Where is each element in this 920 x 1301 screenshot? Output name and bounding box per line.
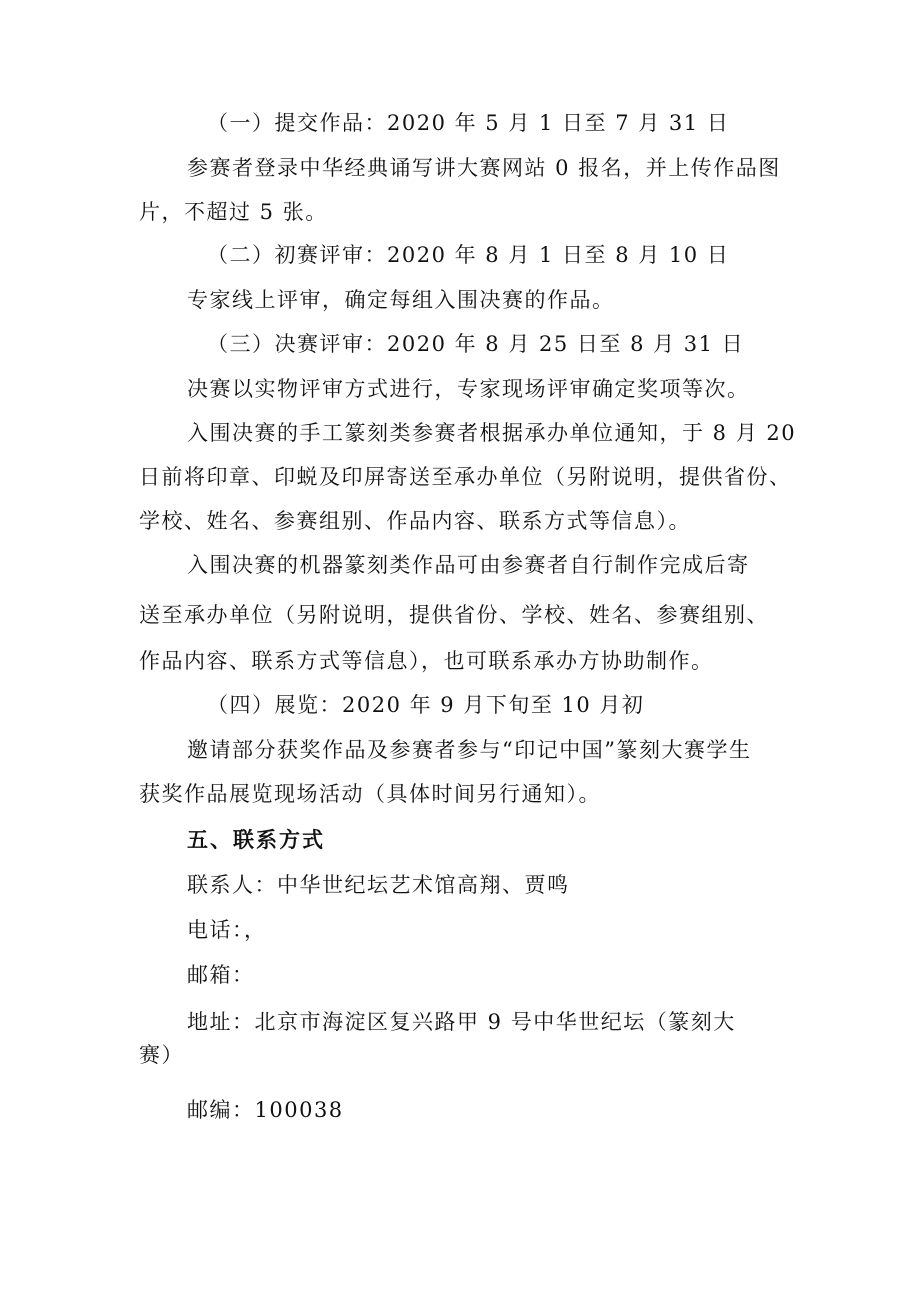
paragraph-line: 入围决赛的手工篆刻类参赛者根据承办单位通知，于 8 月 20 [187,421,797,445]
paragraph-line: 学校、姓名、参赛组别、作品内容、联系方式等信息）。 [139,509,691,533]
paragraph-line: 片，不超过 5 张。 [139,200,328,224]
paragraph-line: 入围决赛的机器篆刻类作品可由参赛者自行制作完成后寄 [187,553,750,577]
paragraph-line: 参赛者登录中华经典诵写讲大赛网站 0 报名，并上传作品图 [187,156,781,180]
contact-phone: 电话：， [187,918,267,942]
paragraph-line: 专家线上评审，确定每组入围决赛的作品。 [187,288,615,312]
paragraph-line: 决赛以实物评审方式进行，专家现场评审确定奖项等次。 [187,377,750,401]
contact-address-cont: 赛） [139,1043,184,1067]
stage-one-heading: （一）提交作品：2020 年 5 月 1 日至 7 月 31 日 [207,111,730,135]
paragraph-line: 获奖作品展览现场活动（具体时间另行通知）。 [139,782,601,806]
paragraph-line: 日前将印章、印蜕及印屏寄送至承办单位（另附说明，提供省份、 [139,465,792,489]
paragraph-line: 送至承办单位（另附说明，提供省份、学校、姓名、参赛组别、 [139,603,769,627]
contact-person: 联系人：中华世纪坛艺术馆高翔、贾鸣 [187,873,570,897]
section-heading-contact: 五、联系方式 [187,828,325,852]
contact-address: 地址：北京市海淀区复兴路甲 9 号中华世纪坛（篆刻大 [187,1010,736,1034]
paragraph-line: 邀请部分获奖作品及参赛者参与“印记中国”篆刻大赛学生 [187,738,752,762]
stage-two-heading: （二）初赛评审：2020 年 8 月 1 日至 8 月 10 日 [207,243,730,267]
contact-postcode: 邮编：100038 [187,1098,344,1122]
stage-three-heading: （三）决赛评审：2020 年 8 月 25 日至 8 月 31 日 [207,332,745,356]
stage-four-heading: （四）展览：2020 年 9 月下旬至 10 月初 [207,693,645,717]
contact-email: 邮箱： [187,963,255,987]
paragraph-line: 作品内容、联系方式等信息），也可联系承办方协助制作。 [139,649,714,673]
